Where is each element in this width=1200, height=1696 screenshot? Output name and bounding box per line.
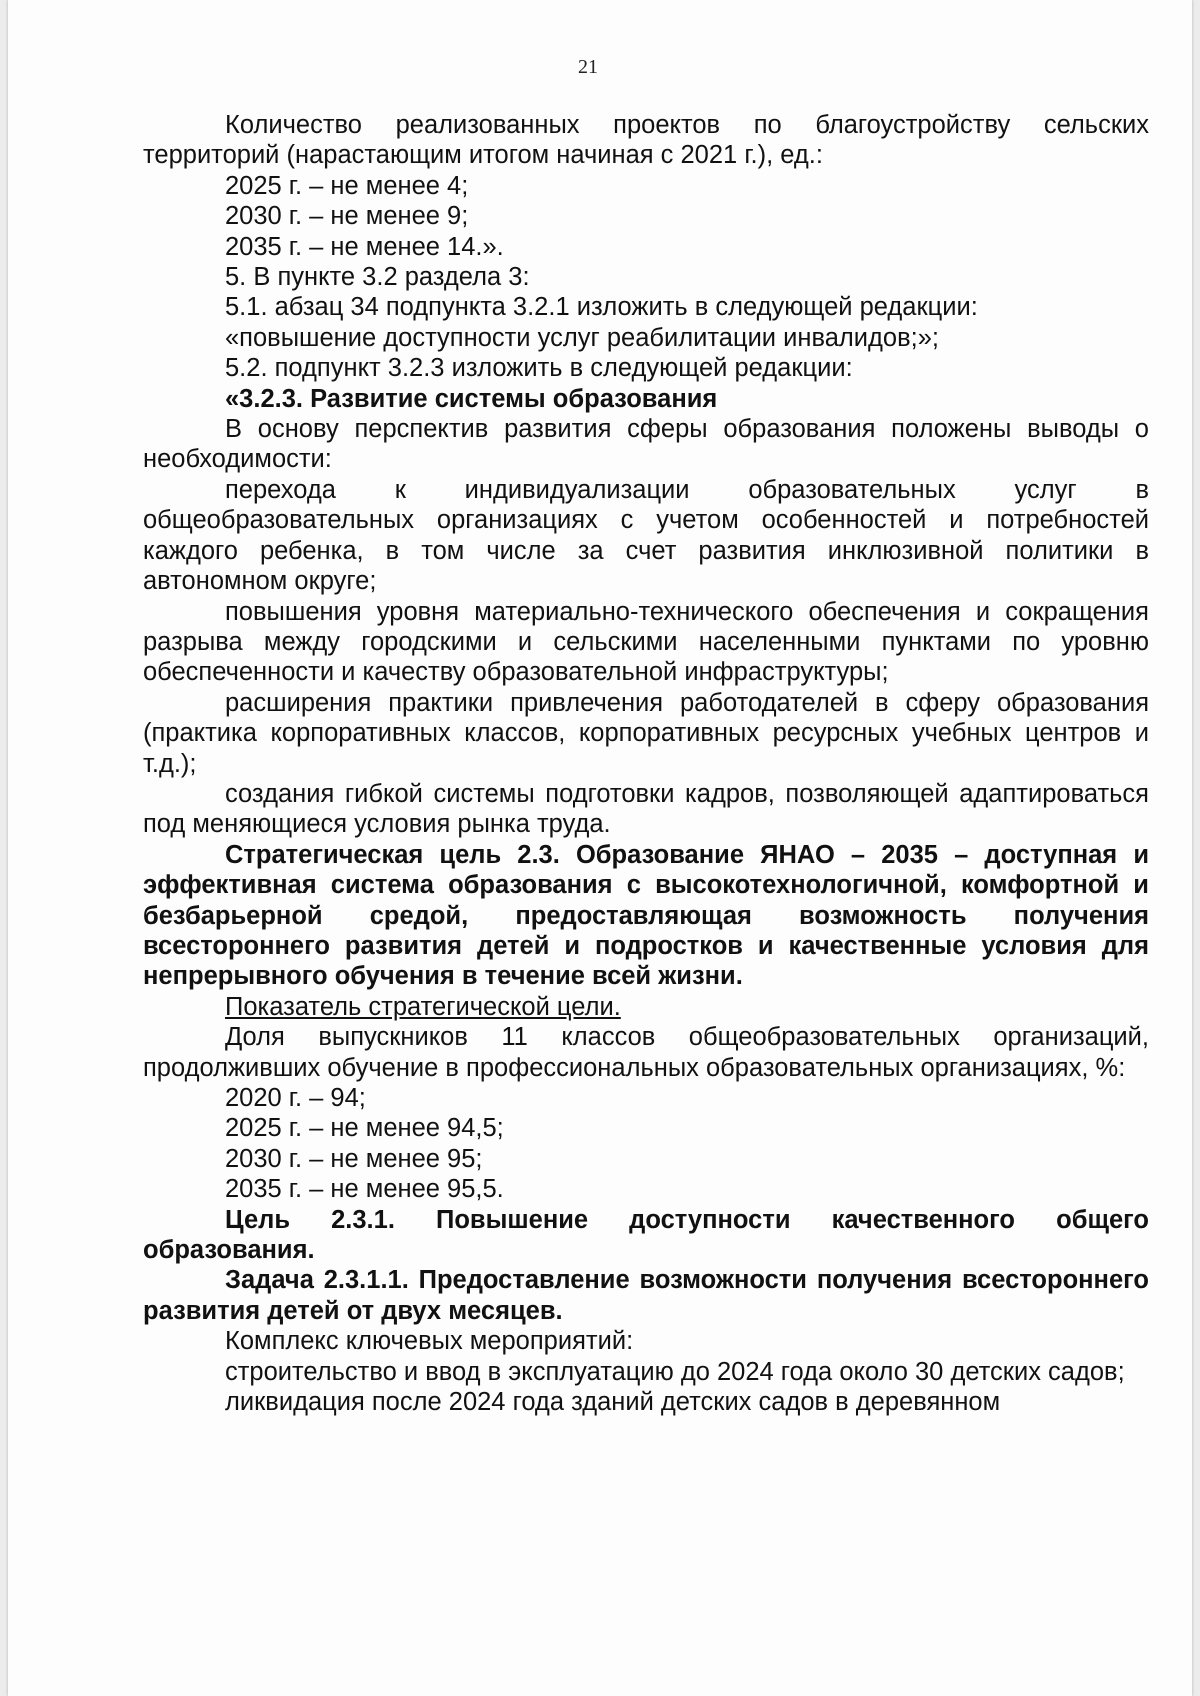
list-item: 5.2. подпункт 3.2.3 изложить в следующей редакции: xyxy=(225,354,853,383)
list-item: 2030 г. – не менее 9; xyxy=(225,202,469,231)
paragraph: В основу перспектив развития сферы образования положены выводы о необходимости: xyxy=(143,415,1149,474)
list-item: 2035 г. – не менее 95,5. xyxy=(225,1175,504,1204)
page-number: 21 xyxy=(578,56,598,78)
list-item: 5.1. абзац 34 подпункта 3.2.1 изложить в следующей редакции: xyxy=(225,293,978,322)
task-heading: Задача 2.3.1.1. Предоставление возможности получения всестороннего развития детей от двух месяцев. xyxy=(143,1266,1149,1325)
indicator-heading: Показатель стратегической цели. xyxy=(225,992,621,1021)
section-heading: «3.2.3. Развитие системы образования xyxy=(225,384,718,413)
paragraph: ликвидация после 2024 года зданий детских садов в деревянном xyxy=(225,1388,1001,1417)
paragraph: повышения уровня материально-технического обеспечения и сокращения разрыва между городскими и сельскими населенными пунктами по уровню обеспеченности и качеству образовательной инфраструктуры; xyxy=(143,597,1149,687)
paragraph: Количество реализованных проектов по благоустройству сельских территорий (нарастающим итогом начиная с 2021 г.), ед.: xyxy=(143,111,1149,170)
list-item: Комплекс ключевых мероприятий: xyxy=(225,1327,634,1356)
list-item: 2025 г. – не менее 94,5; xyxy=(225,1114,504,1143)
list-item: 2025 г. – не менее 4; xyxy=(225,171,469,200)
document-body xyxy=(143,110,1149,1417)
goal-heading: Цель 2.3.1. Повышение доступности качественного общего образования. xyxy=(143,1205,1149,1265)
document-page xyxy=(8,0,1192,1696)
paragraph: Доля выпускников 11 классов общеобразовательных организаций, продолживших обучение в профессиональных образовательных организациях, %: xyxy=(143,1023,1149,1082)
paragraph: строительство и ввод в эксплуатацию до 2024 года около 30 детских садов; xyxy=(225,1357,1125,1386)
list-item: 2030 г. – не менее 95; xyxy=(225,1144,483,1173)
list-item: 2020 г. – 94; xyxy=(225,1084,366,1112)
list-item: 5. В пункте 3.2 раздела 3: xyxy=(225,263,530,292)
paragraph: расширения практики привлечения работодателей в сферу образования (практика корпоративных классов, корпоративных ресурсных учебных центров и т.д.); xyxy=(143,688,1149,778)
list-item: «повышение доступности услуг реабилитации инвалидов;»; xyxy=(225,323,939,352)
list-item: 2035 г. – не менее 14.». xyxy=(225,232,504,261)
paragraph: создания гибкой системы подготовки кадров, позволяющей адаптироваться под меняющиеся условия рынка труда. xyxy=(143,779,1149,839)
paragraph: перехода к индивидуализации образовательных услуг в общеобразовательных организациях с учетом особенностей и потребностей каждого ребенка, в том числе за счет развития инклюзивной политики в автономном округе; xyxy=(143,475,1149,596)
strategic-goal-heading: Стратегическая цель 2.3. Образование ЯНАО – 2035 – доступная и эффективная система образования с высокотехнологичной, комфортной и безбарьерной средой, предоставляющая возможность получения всестороннего развития детей и подростков и качественные условия для непрерывного обучения в течение всей жизни. xyxy=(143,840,1149,991)
